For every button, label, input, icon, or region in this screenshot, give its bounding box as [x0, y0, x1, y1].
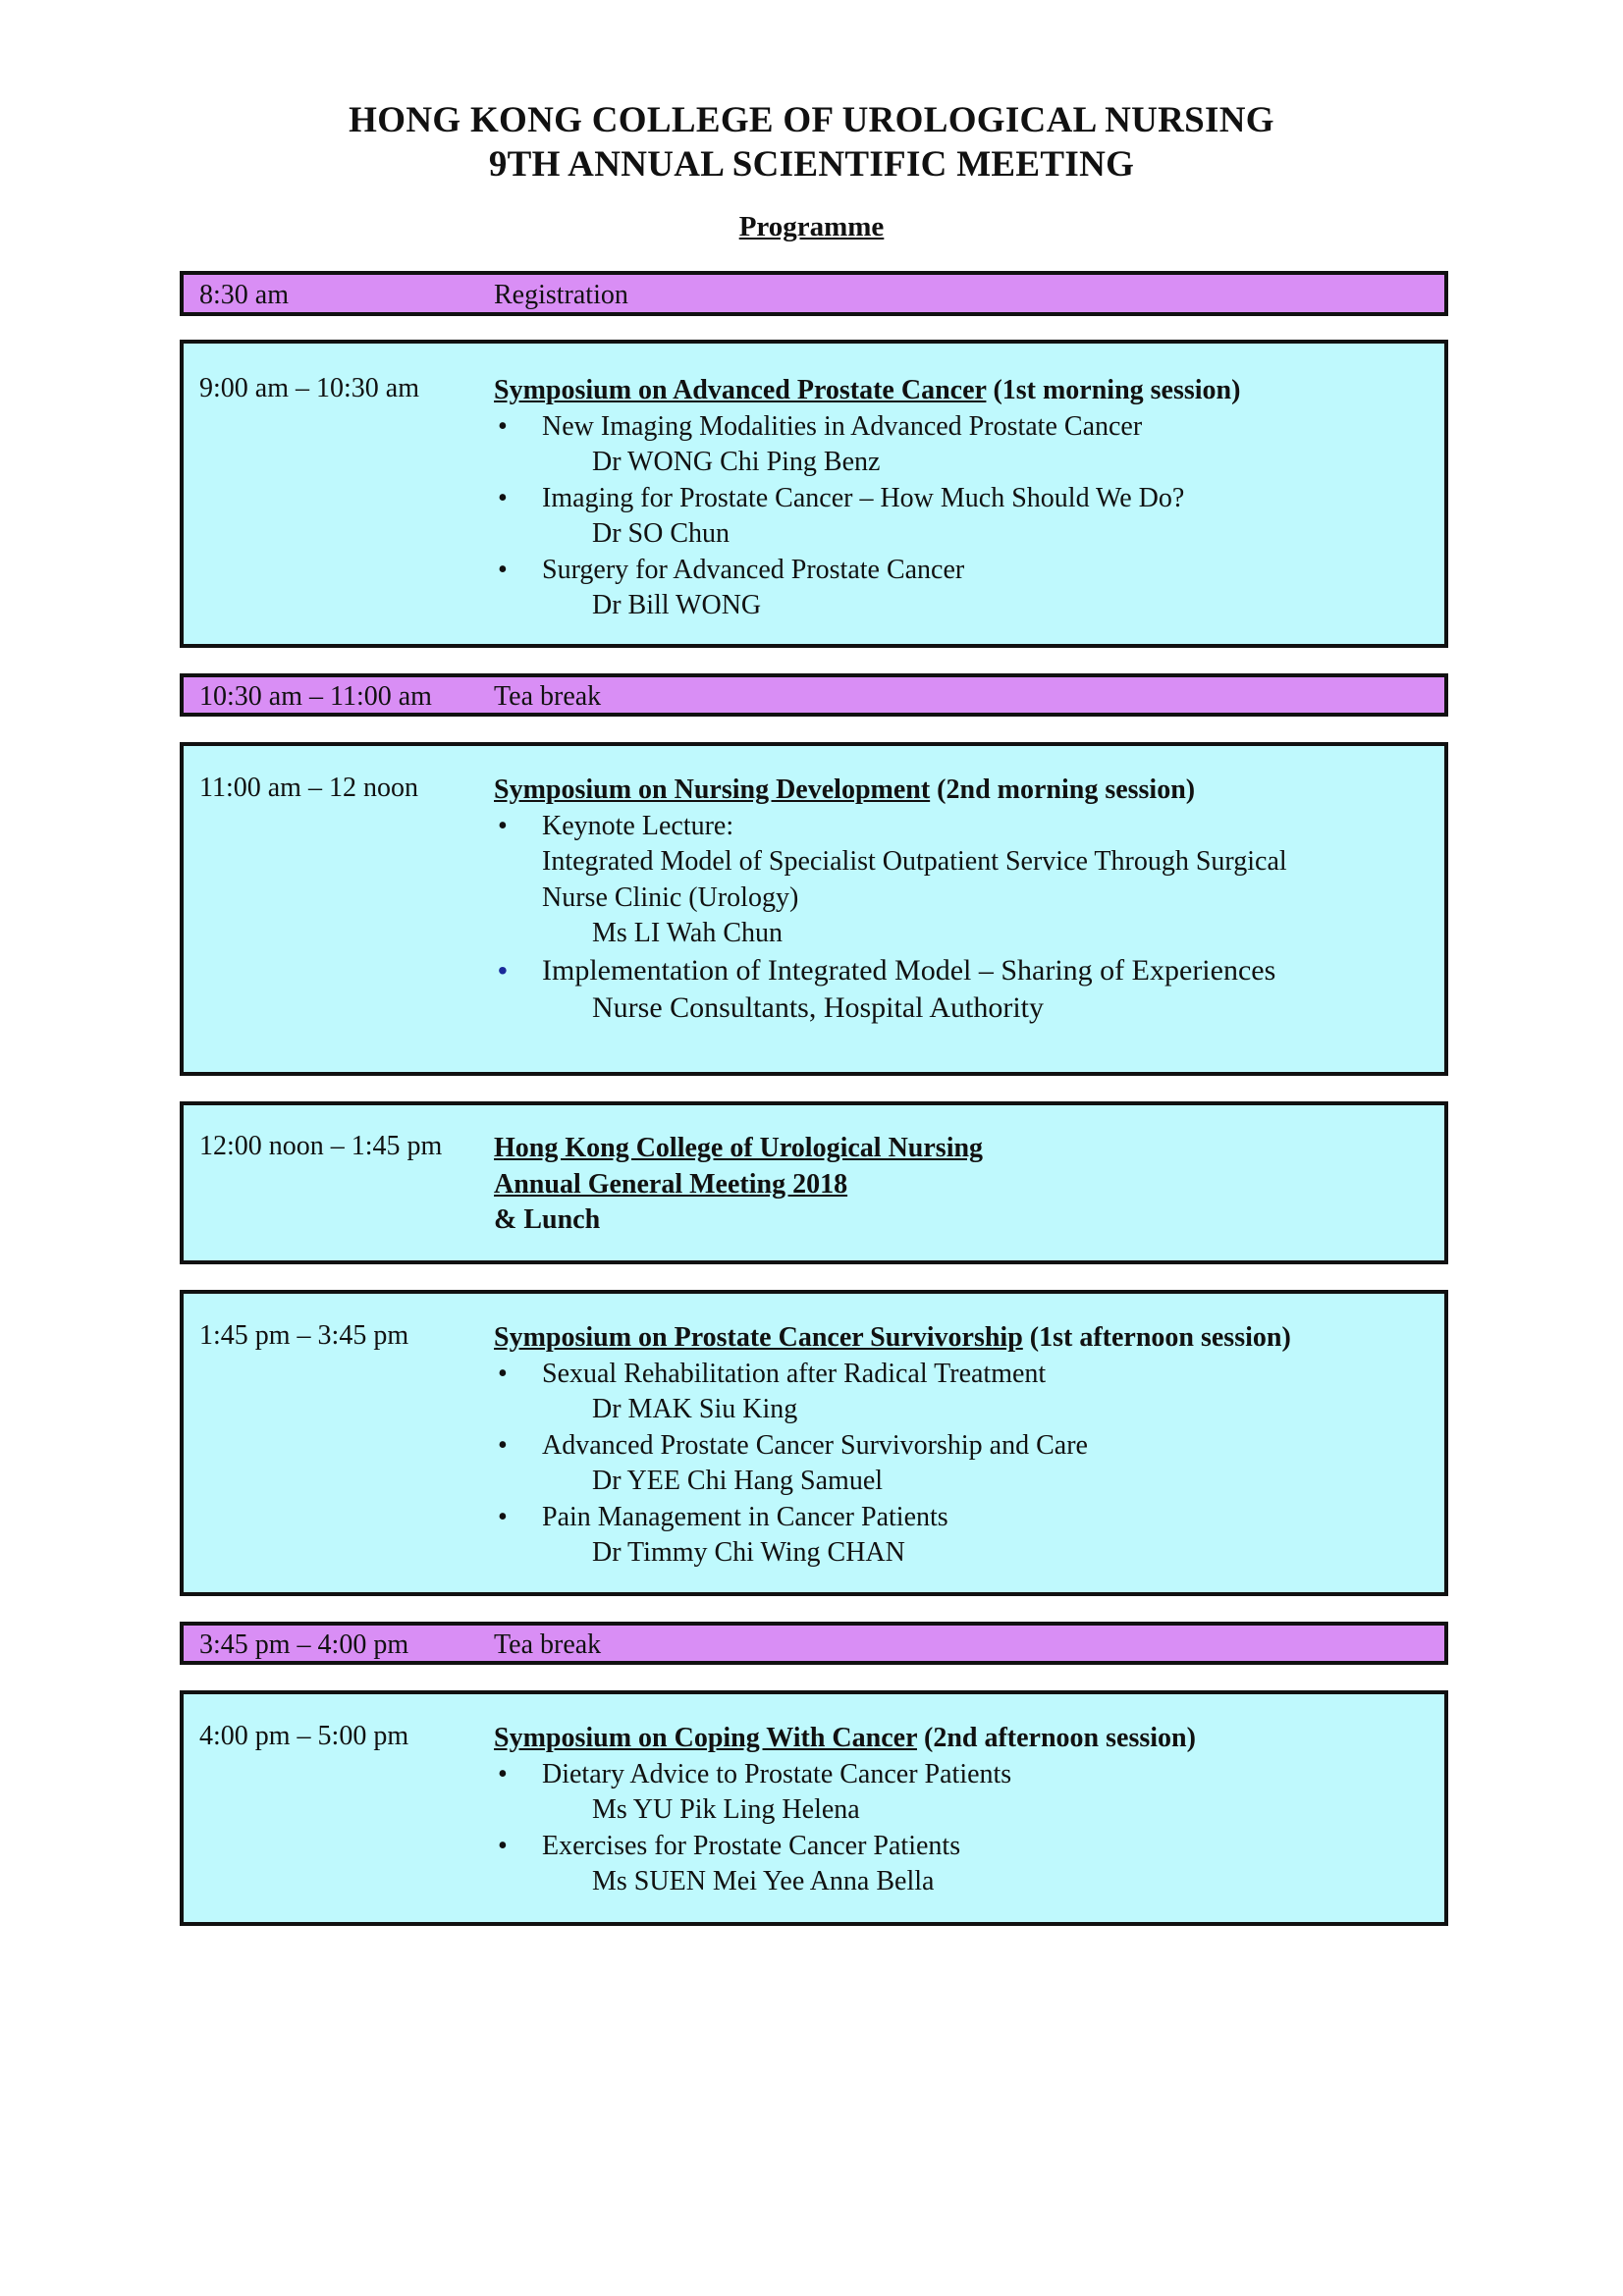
session-time: 8:30 am: [199, 280, 289, 310]
talk-item: [494, 1500, 1425, 1572]
session-time: 1:45 pm – 3:45 pm: [199, 1320, 409, 1351]
talk-title: Surgery for Advanced Prostate Cancer: [542, 554, 965, 585]
session-time: 4:00 pm – 5:00 pm: [199, 1721, 409, 1751]
session-content: [494, 1320, 1425, 1572]
document-title: HONG KONG COLLEGE OF UROLOGICAL NURSING: [349, 100, 1274, 140]
session-label: Tea break: [494, 681, 602, 712]
talk-speaker: Dr Timmy Chi Wing CHAN: [592, 1537, 905, 1568]
talk-title: Advanced Prostate Cancer Survivorship and Care: [542, 1429, 1088, 1461]
session-heading: [494, 1721, 1425, 1757]
talk-item: [494, 1428, 1425, 1500]
talk-title: Keynote Lecture:: [542, 810, 734, 841]
bullet-icon: •: [498, 482, 508, 513]
programme-heading: Programme: [738, 211, 885, 242]
tea-break-row: [180, 673, 1448, 717]
talk-speaker: Dr MAK Siu King: [592, 1394, 798, 1424]
session-note: (2nd morning session): [937, 774, 1196, 805]
session-coping-with-cancer: [180, 1690, 1448, 1926]
session-title-line: Annual General Meeting 2018: [494, 1168, 848, 1200]
session-prostate-cancer-survivorship: [180, 1290, 1448, 1596]
session-title: Symposium on Nursing Development: [494, 774, 931, 805]
session-title: Symposium on Coping With Cancer: [494, 1723, 917, 1753]
session-heading: [494, 773, 1425, 809]
talk-item: [494, 1829, 1425, 1900]
session-title-line: Hong Kong College of Urological Nursing: [494, 1133, 984, 1163]
tea-break-row: [180, 1622, 1448, 1665]
talk-item: [494, 952, 1425, 1027]
session-time: 10:30 am – 11:00 am: [199, 681, 432, 712]
session-title: Symposium on Prostate Cancer Survivorship: [494, 1322, 1023, 1353]
session-note: (1st morning session): [993, 375, 1241, 405]
session-time: 12:00 noon – 1:45 pm: [199, 1131, 443, 1161]
talk-speaker: Ms SUEN Mei Yee Anna Bella: [592, 1866, 935, 1896]
talk-speaker: Dr Bill WONG: [592, 590, 762, 620]
session-heading: [494, 1167, 1425, 1203]
talk-title-line: Integrated Model of Specialist Outpatient Service Through Surgical: [542, 846, 1287, 877]
talk-title: Implementation of Integrated Model – Sharing of Experiences: [542, 953, 1276, 987]
session-heading: [494, 373, 1425, 409]
talk-speaker: Ms YU Pik Ling Helena: [592, 1794, 860, 1825]
session-content: [494, 373, 1425, 624]
session-time: 3:45 pm – 4:00 pm: [199, 1629, 409, 1660]
talk-title-line: Nurse Clinic (Urology): [542, 881, 799, 913]
document-subtitle-meeting: 9TH ANNUAL SCIENTIFIC MEETING: [488, 144, 1135, 185]
talk-speaker: Ms LI Wah Chun: [592, 918, 784, 948]
session-note: (1st afternoon session): [1029, 1322, 1291, 1353]
talk-speaker: Dr SO Chun: [592, 518, 730, 549]
talk-title: Exercises for Prostate Cancer Patients: [542, 1830, 961, 1861]
session-note: (2nd afternoon session): [924, 1723, 1196, 1753]
bullet-icon: •: [498, 1358, 508, 1389]
bullet-icon: •: [498, 810, 508, 841]
bullet-icon: •: [498, 554, 508, 585]
session-content: [494, 1721, 1425, 1900]
session-content: [494, 773, 1425, 1027]
talk-title: Dietary Advice to Prostate Cancer Patients: [542, 1758, 1012, 1789]
session-nursing-development: [180, 742, 1448, 1076]
talk-item: [494, 409, 1425, 481]
talk-item: [494, 553, 1425, 624]
talk-speaker: Dr YEE Chi Hang Samuel: [592, 1466, 884, 1496]
session-label: Registration: [494, 280, 628, 310]
session-title: Symposium on Advanced Prostate Cancer: [494, 375, 987, 405]
bullet-icon: •: [498, 1758, 508, 1789]
talk-item: [494, 481, 1425, 553]
bullet-icon: •: [498, 410, 508, 442]
session-advanced-prostate-cancer: [180, 340, 1448, 648]
talk-title: Imaging for Prostate Cancer – How Much Should We Do?: [542, 482, 1185, 513]
session-heading: [494, 1131, 1425, 1167]
registration-row: [180, 271, 1448, 316]
bullet-icon: •: [498, 1830, 508, 1861]
talk-speaker: Nurse Consultants, Hospital Authority: [592, 990, 1044, 1024]
session-label: Tea break: [494, 1629, 602, 1660]
talk-item: [494, 809, 1425, 952]
talk-title: New Imaging Modalities in Advanced Prostate Cancer: [542, 410, 1143, 442]
bullet-icon: •: [498, 1501, 508, 1532]
talk-speaker: Dr WONG Chi Ping Benz: [592, 447, 881, 477]
talk-title: Sexual Rehabilitation after Radical Treatment: [542, 1358, 1047, 1389]
talk-title: Pain Management in Cancer Patients: [542, 1501, 948, 1532]
talk-item: [494, 1757, 1425, 1829]
talk-item: [494, 1357, 1425, 1428]
session-content: [494, 1131, 1425, 1239]
session-time: 9:00 am – 10:30 am: [199, 373, 419, 403]
session-time: 11:00 am – 12 noon: [199, 773, 418, 803]
session-heading: [494, 1320, 1425, 1357]
bullet-icon: •: [498, 954, 508, 986]
session-annual-general-meeting: [180, 1101, 1448, 1264]
session-extra: & Lunch: [494, 1204, 601, 1235]
bullet-icon: •: [498, 1429, 508, 1461]
